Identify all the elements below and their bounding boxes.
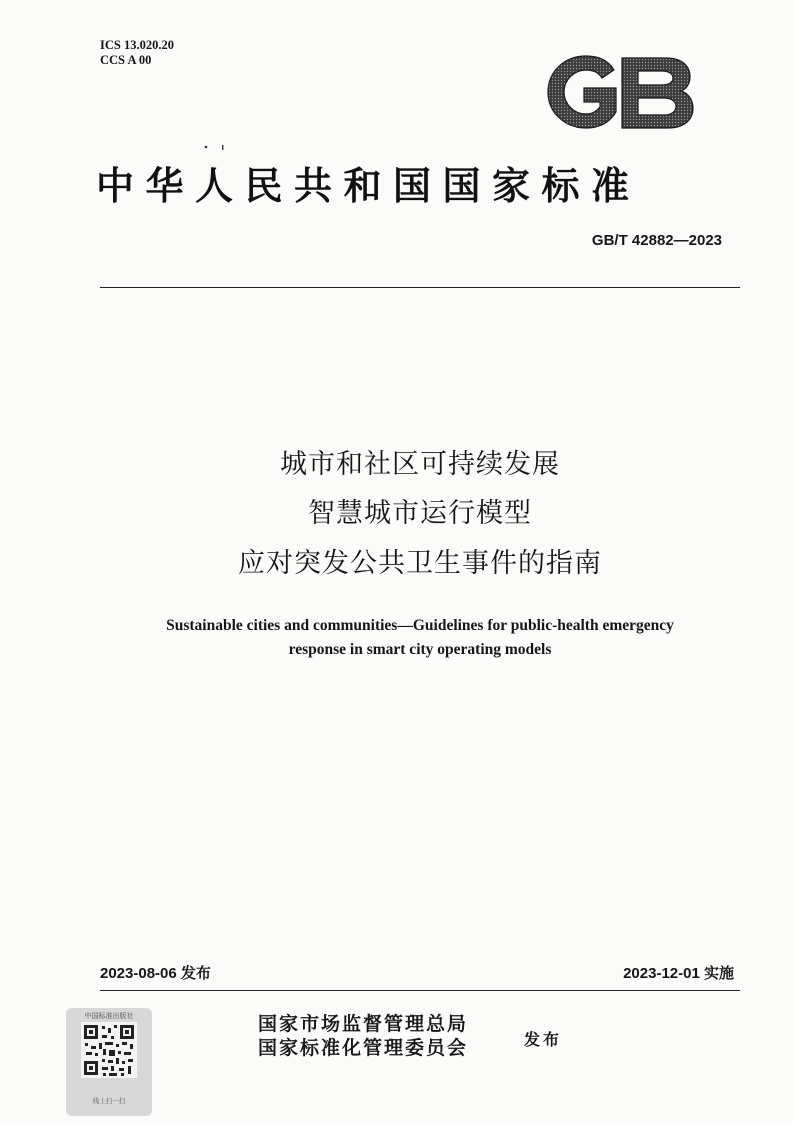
- en-title-line-2: response in smart city operating models: [288, 641, 552, 658]
- print-marks: [200, 143, 240, 153]
- standard-number: GB/T 42882—2023: [591, 232, 722, 249]
- publish-date: 2023-08-06 发布: [100, 965, 211, 982]
- qr-code-icon: [81, 1022, 137, 1078]
- gb-logo: [542, 52, 697, 132]
- implementation-date: 2023-12-01 实施: [623, 965, 734, 982]
- en-title-line-1: Sustainable cities and communities—Guidelines for public-health emergency: [166, 617, 674, 634]
- issuing-authorities: [258, 1012, 468, 1060]
- top-divider: [100, 287, 740, 288]
- ccs-code: CCS A 00: [100, 53, 152, 67]
- cn-title-line-2: 智慧城市运行模型: [308, 498, 532, 529]
- cn-title-line-3: 应对突发公共卫生事件的指南: [238, 548, 602, 579]
- cn-title-line-1: 城市和社区可持续发展: [280, 449, 560, 480]
- qr-card-header: 中国标准出版社: [84, 1012, 134, 1020]
- issue-label: 发布: [524, 1030, 563, 1049]
- issuer-sac: 国家标准化管理委员会: [258, 1037, 469, 1059]
- standard-type-heading: 中华人民共和国国家标准: [96, 163, 641, 208]
- ics-code: ICS 13.020.20: [100, 38, 174, 52]
- classification-codes: [100, 38, 174, 68]
- bottom-divider: [100, 990, 740, 991]
- issuer-samr: 国家市场监督管理总局: [258, 1013, 469, 1035]
- qr-card-footer: 线上扫一扫: [92, 1097, 126, 1105]
- qr-code-card[interactable]: [66, 1008, 152, 1116]
